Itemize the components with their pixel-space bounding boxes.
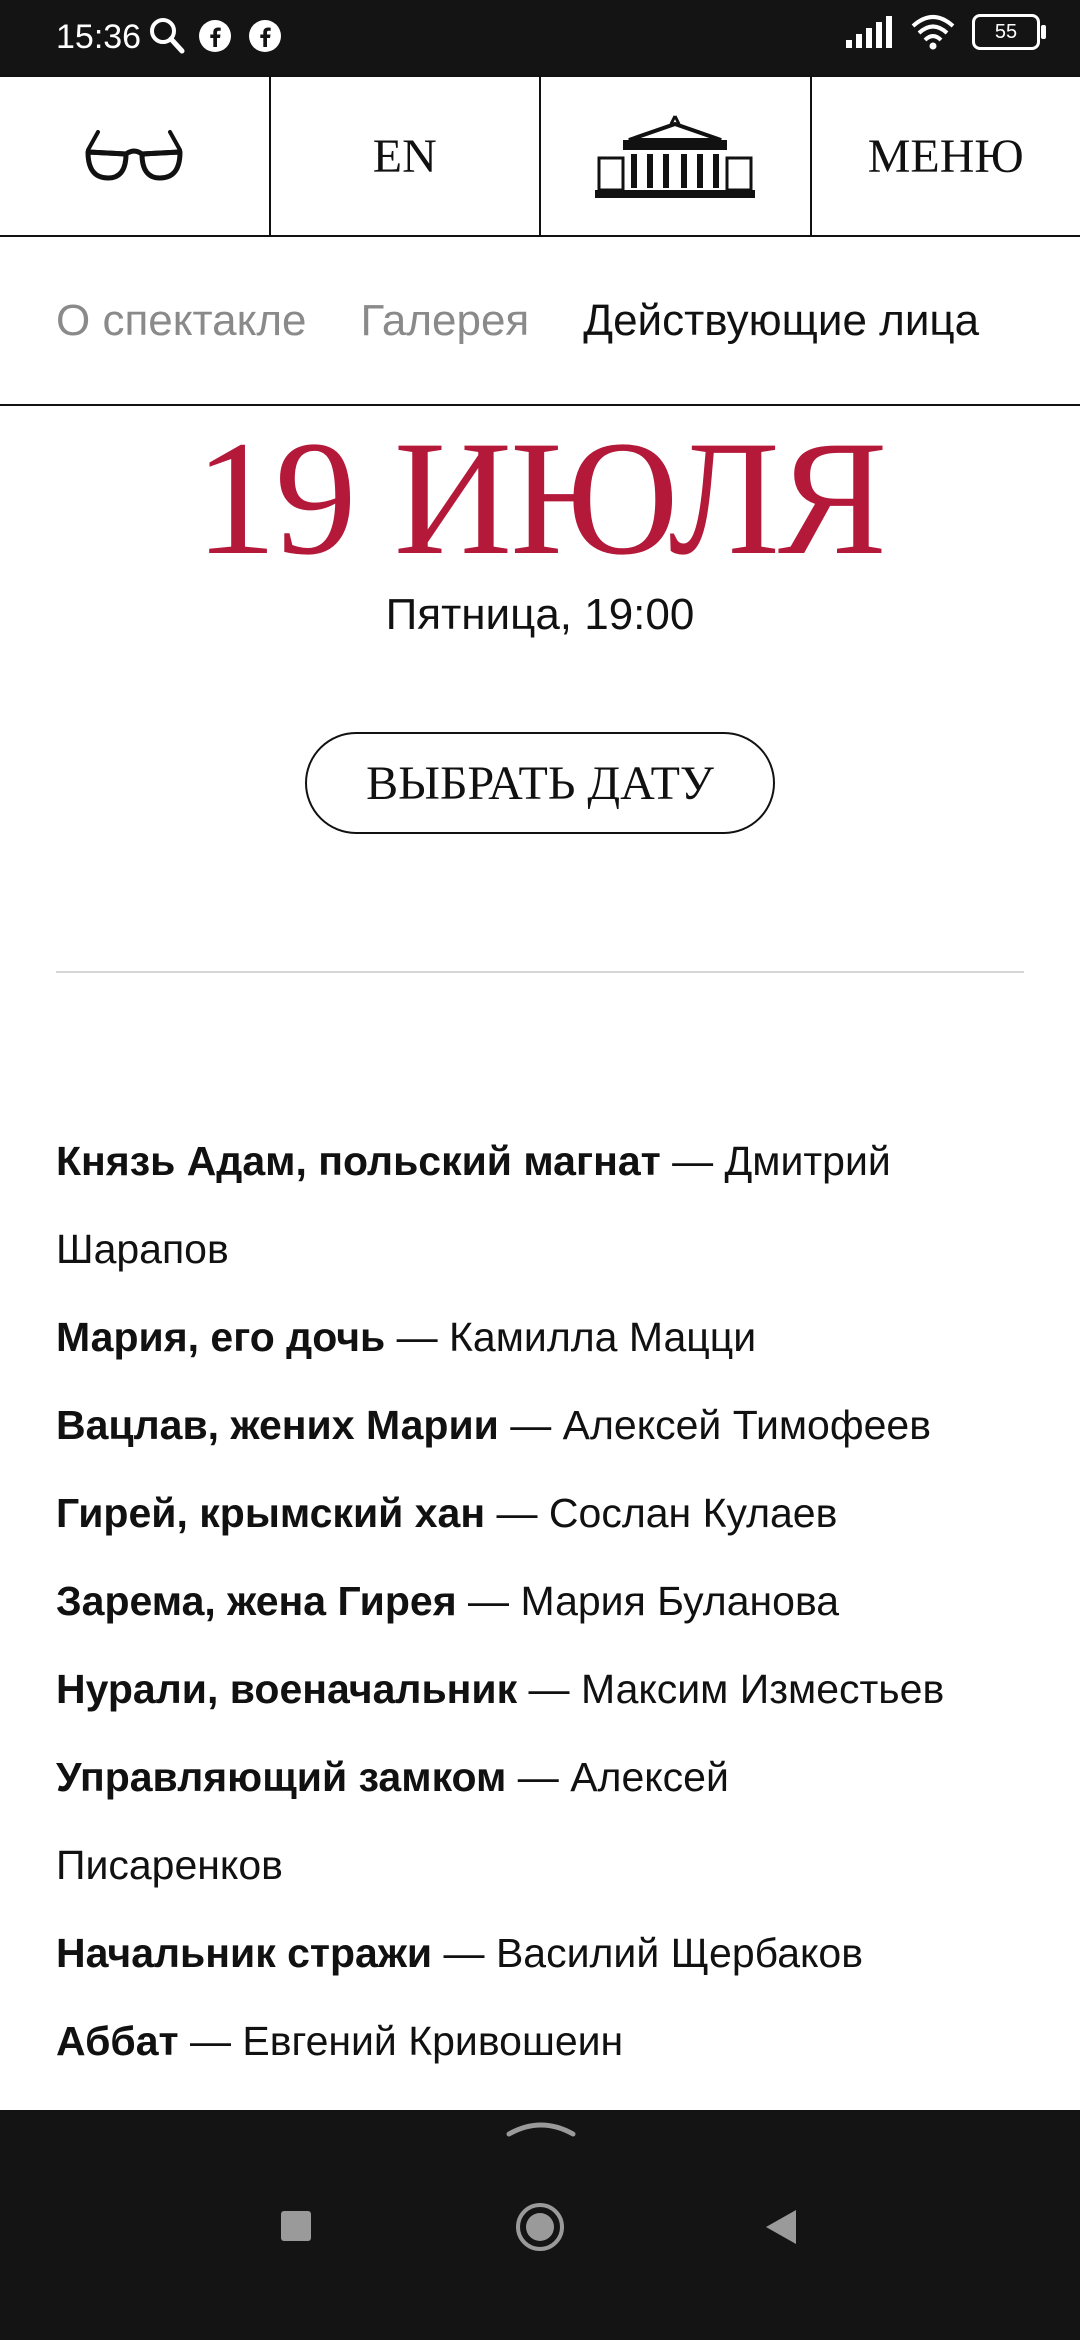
separator: —	[432, 1930, 496, 1976]
cast-row	[56, 1909, 1036, 1997]
home-icon[interactable]	[515, 2202, 565, 2252]
actor-name: Максим Изместьев	[580, 1666, 945, 1712]
separator: —	[485, 1490, 549, 1536]
actor-name: Мария Буланова	[520, 1578, 840, 1624]
separator: —	[385, 1314, 450, 1360]
actor-name: Алексей Тимофеев	[562, 1402, 931, 1448]
role-name: Князь Адам, польский магнат	[56, 1138, 661, 1184]
cast-row	[56, 1645, 1036, 1733]
actor-name: Камилла Мацци	[449, 1314, 757, 1360]
role-name: Мария, его дочь	[56, 1314, 386, 1360]
cast-row	[56, 1557, 1036, 1645]
actor-name: Дмитрий	[724, 1138, 891, 1184]
separator: —	[178, 2018, 243, 2064]
cast-list	[56, 1117, 1036, 2173]
status-time: 15:36	[56, 18, 142, 56]
language-switch[interactable]: EN	[271, 77, 542, 235]
role-name: Управляющий замком	[56, 1754, 507, 1800]
performance-date: 19 ИЮЛЯ	[194, 408, 886, 589]
cast-row	[56, 1117, 1036, 1205]
cast-row	[56, 1821, 1036, 1909]
battery-indicator: 55	[972, 14, 1040, 50]
tab-cast[interactable]: Действующие лица	[583, 295, 980, 345]
cast-row	[56, 1293, 1036, 1381]
separator: —	[506, 1754, 571, 1800]
theatre-building-icon	[593, 110, 757, 202]
separator: —	[498, 1402, 563, 1448]
separator: —	[660, 1138, 725, 1184]
divider	[56, 971, 1024, 973]
chevron-up-icon[interactable]	[505, 2112, 577, 2142]
cast-row	[56, 1997, 1036, 2085]
cast-row	[56, 1205, 1036, 1293]
tab-about[interactable]: О спектакле	[56, 295, 307, 345]
actor-name: Алексей	[570, 1754, 729, 1800]
role-name: Гирей, крымский хан	[56, 1490, 486, 1536]
cast-row	[56, 1733, 1036, 1821]
actor-name: Писаренков	[56, 1842, 283, 1888]
accessibility-button[interactable]	[0, 77, 271, 235]
actor-name: Евгений Кривошеин	[242, 2018, 624, 2064]
role-name: Вацлав, жених Марии	[56, 1402, 499, 1448]
tab-gallery[interactable]: Галерея	[360, 295, 530, 345]
recents-icon[interactable]	[279, 2209, 313, 2243]
facebook-icon	[248, 16, 282, 56]
system-nav-bar	[0, 2110, 1080, 2340]
role-name: Зарема, жена Гирея	[56, 1578, 457, 1624]
top-nav	[0, 75, 1080, 237]
role-name: Начальник стражи	[56, 1930, 433, 1976]
back-icon[interactable]	[764, 2208, 798, 2246]
actor-name: Василий Щербаков	[495, 1930, 863, 1976]
actor-name: Шарапов	[56, 1226, 229, 1272]
role-name: Нурали, военачальник	[56, 1666, 518, 1712]
home-logo-link[interactable]	[541, 77, 812, 235]
actor-name: Сослан Кулаев	[548, 1490, 838, 1536]
cast-row	[56, 1469, 1036, 1557]
glasses-icon	[84, 128, 184, 184]
search-icon	[148, 16, 186, 56]
cast-row	[56, 1381, 1036, 1469]
choose-date-button[interactable]: ВЫБРАТЬ ДАТУ	[305, 732, 775, 834]
section-tabs	[0, 237, 1080, 406]
menu-button[interactable]: МЕНЮ	[867, 129, 1024, 183]
status-bar	[0, 0, 1080, 75]
separator: —	[517, 1666, 581, 1712]
signal-icon	[844, 14, 894, 50]
wifi-icon	[910, 14, 956, 50]
role-name: Аббат	[56, 2018, 179, 2064]
separator: —	[456, 1578, 521, 1624]
facebook-icon	[198, 16, 232, 56]
performance-weekday-time: Пятница, 19:00	[385, 590, 695, 639]
